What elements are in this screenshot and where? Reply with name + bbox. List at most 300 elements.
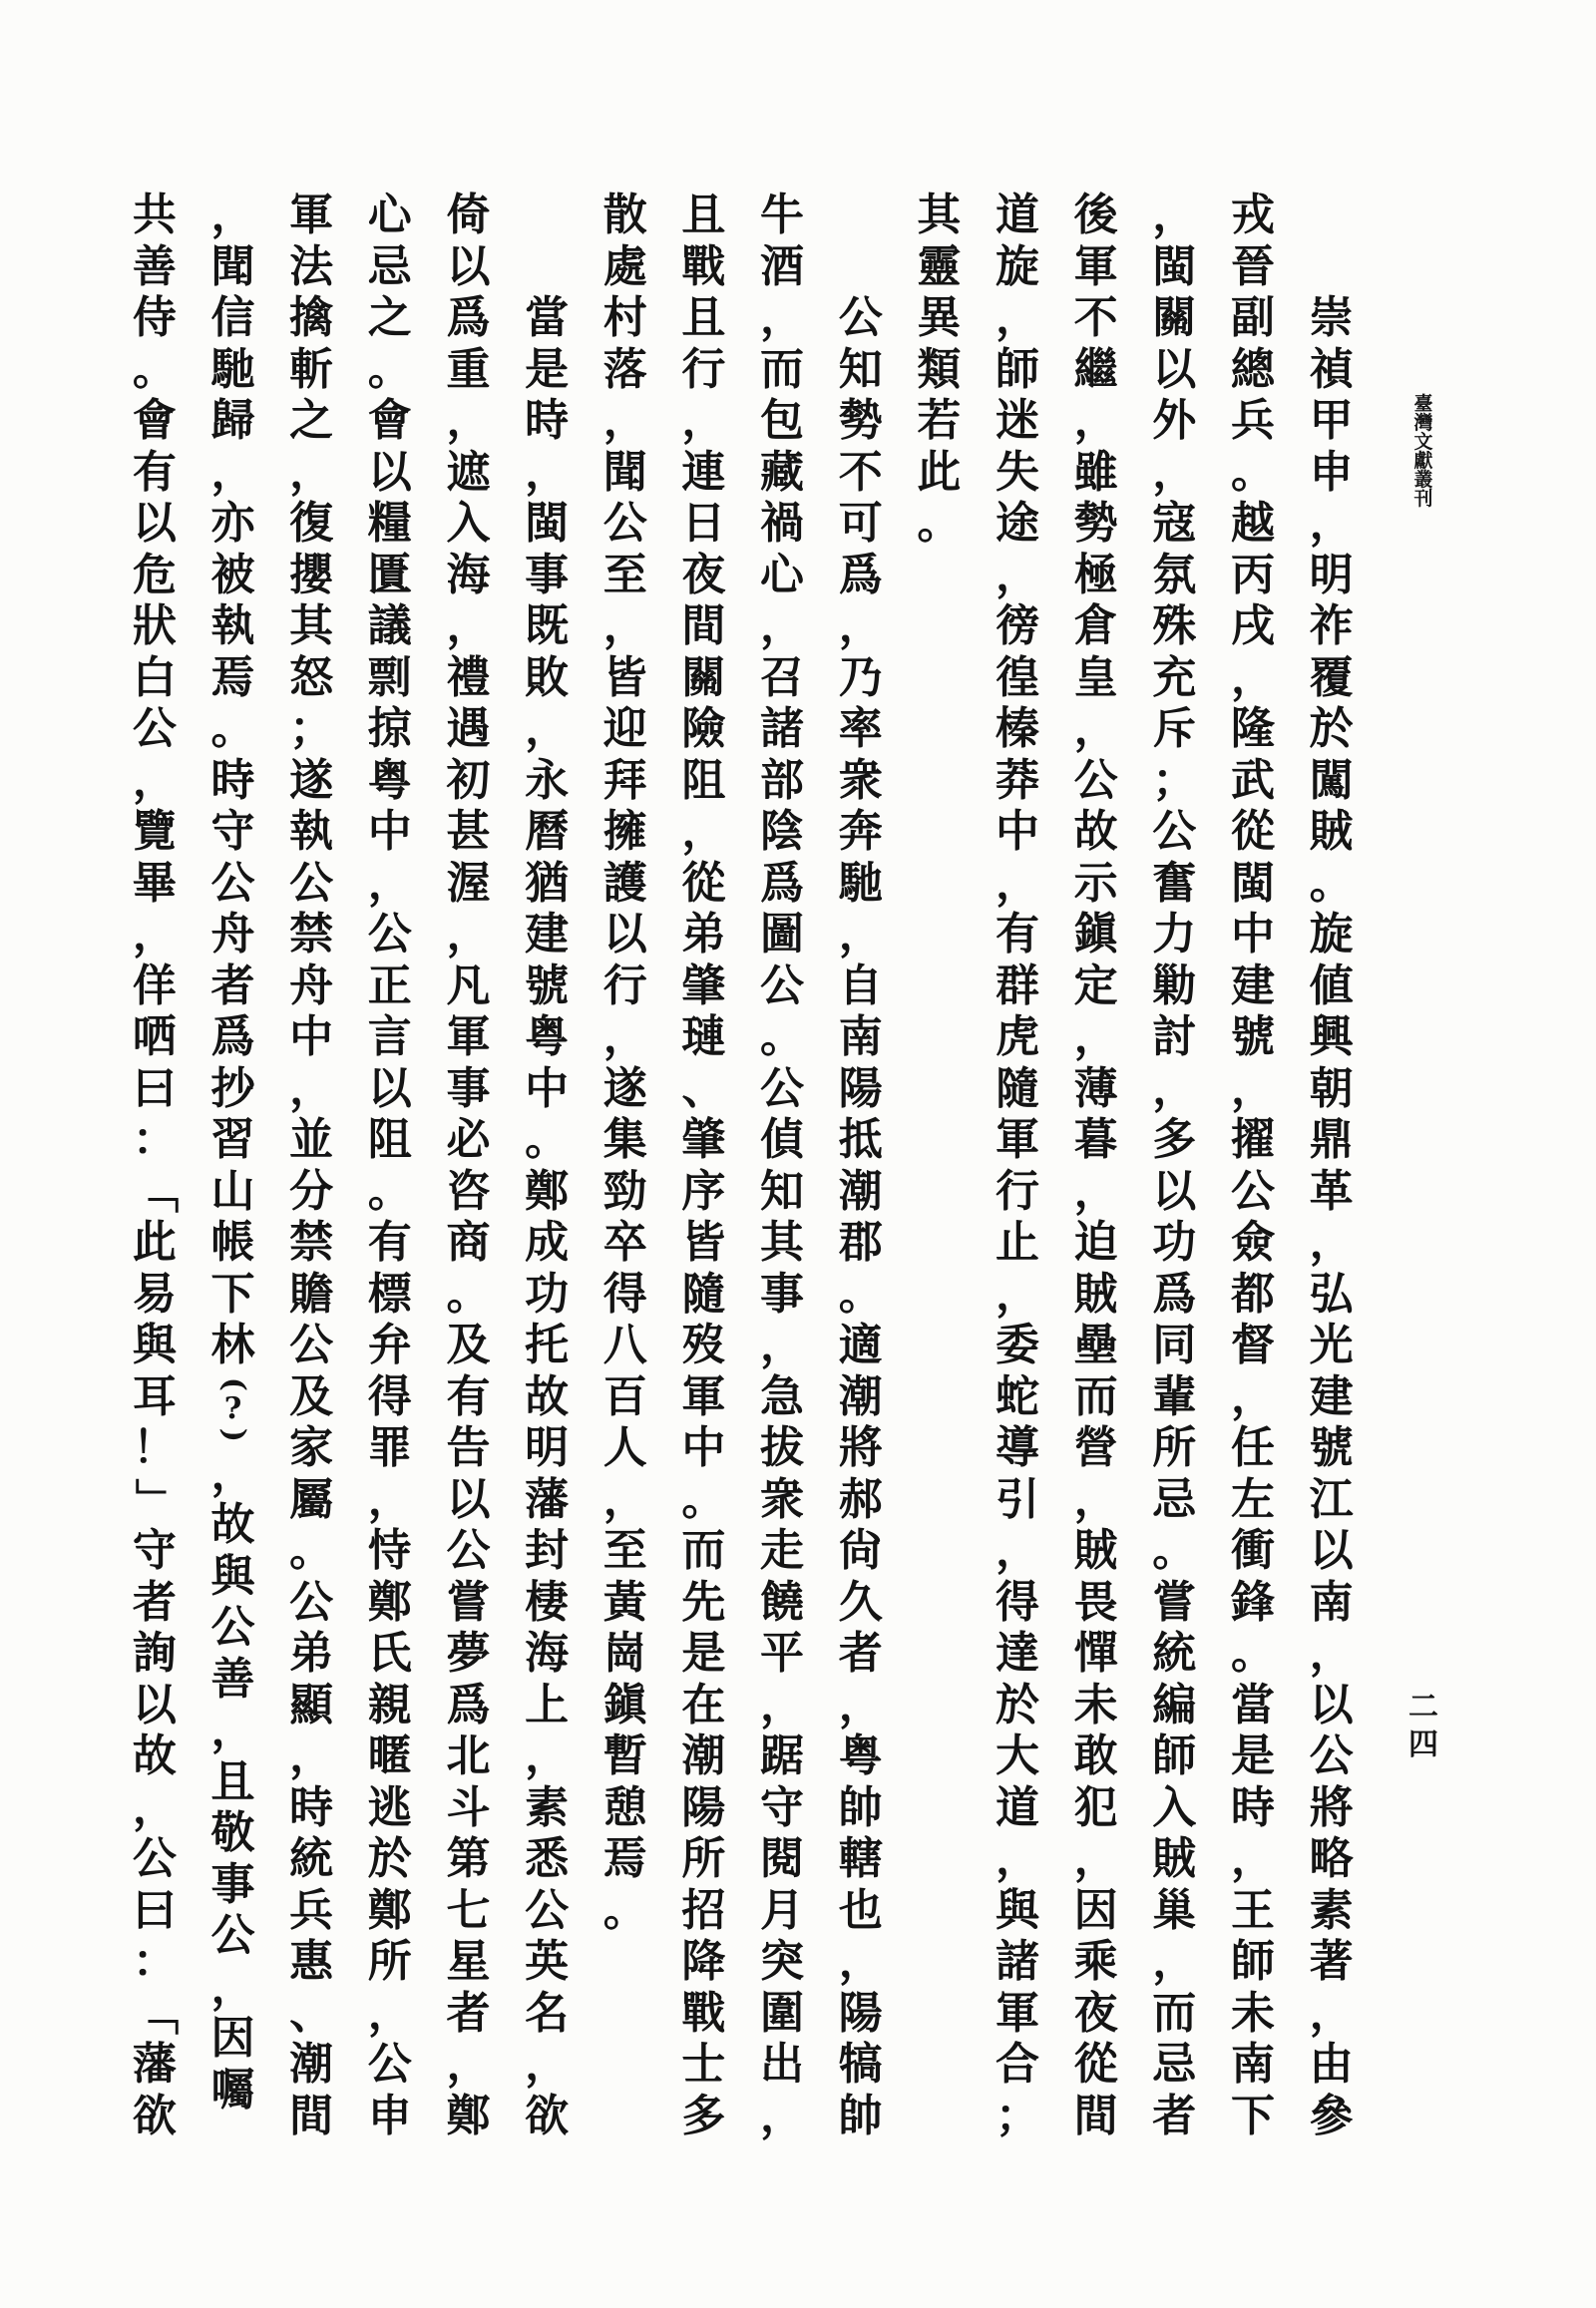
- glyph: 晉: [1230, 240, 1275, 292]
- glyph: 是: [681, 1628, 726, 1679]
- glyph: 部: [760, 754, 805, 806]
- glyph: ，: [602, 600, 647, 651]
- glyph: ，: [760, 2090, 805, 2141]
- glyph: 間: [289, 2090, 334, 2141]
- glyph: ：: [132, 1936, 177, 1987]
- glyph: 崗: [602, 1628, 647, 1679]
- glyph: 者: [838, 1628, 883, 1679]
- glyph: 曆: [525, 806, 570, 857]
- glyph: 爲: [446, 292, 491, 343]
- glyph: 者: [446, 1987, 491, 2039]
- glyph: 有: [996, 909, 1039, 960]
- glyph: 及: [446, 1320, 491, 1370]
- glyph: 屬: [289, 1473, 334, 1525]
- glyph: 旋: [1309, 909, 1354, 960]
- glyph: 閩: [1152, 240, 1197, 292]
- glyph: ，: [996, 1833, 1039, 1884]
- glyph: 號: [525, 960, 570, 1011]
- glyph: 佯: [132, 960, 177, 1011]
- glyph: 罪: [367, 1422, 412, 1473]
- glyph: 擒: [289, 292, 334, 343]
- glyph: 至: [602, 549, 647, 600]
- glyph: 公: [210, 1910, 255, 1962]
- glyph: ，: [1152, 1062, 1197, 1114]
- glyph: 由: [1309, 2039, 1354, 2090]
- glyph: ，: [1073, 1165, 1118, 1217]
- glyph: 以: [367, 1062, 412, 1114]
- glyph: 圍: [760, 1987, 805, 2039]
- glyph: 當: [1230, 1679, 1275, 1731]
- glyph: ，: [1309, 1987, 1354, 2039]
- glyph: ，: [132, 1781, 177, 1833]
- glyph: 獻: [1413, 450, 1433, 472]
- glyph: 事: [210, 1858, 255, 1910]
- glyph: 舟: [289, 960, 334, 1011]
- glyph: 故: [525, 1370, 570, 1422]
- glyph: 此: [132, 1217, 177, 1268]
- glyph: 南: [1309, 1576, 1354, 1628]
- glyph: 明: [525, 1422, 570, 1473]
- glyph: 可: [838, 498, 883, 549]
- glyph: ，: [602, 395, 647, 446]
- glyph: 戰: [681, 1987, 726, 2039]
- glyph: 僉: [1230, 1217, 1275, 1268]
- glyph: 棲: [525, 1576, 570, 1628]
- glyph: 急: [760, 1370, 805, 1422]
- glyph: 公: [760, 960, 805, 1011]
- glyph: ，: [838, 1679, 883, 1731]
- glyph: 皆: [681, 1217, 726, 1268]
- glyph: 鋒: [1230, 1576, 1275, 1628]
- glyph: 家: [289, 1422, 334, 1473]
- glyph: 故: [1073, 806, 1118, 857]
- glyph: 中: [1230, 909, 1275, 960]
- glyph: 馳: [210, 343, 255, 395]
- glyph: ，: [1309, 498, 1354, 549]
- text-column-15: [203, 190, 263, 2116]
- glyph: 若: [917, 395, 962, 446]
- glyph: 言: [367, 1011, 412, 1062]
- glyph: 。: [289, 1525, 334, 1576]
- glyph: 海: [525, 1628, 570, 1679]
- glyph: 公: [446, 1525, 491, 1576]
- glyph: 繼: [1073, 343, 1118, 395]
- glyph: 莽: [996, 754, 1039, 806]
- glyph: 上: [525, 1679, 570, 1731]
- glyph: ，: [996, 1268, 1039, 1320]
- glyph: 公: [132, 1833, 177, 1884]
- glyph: 榛: [996, 703, 1039, 754]
- glyph: 」: [129, 1477, 181, 1522]
- glyph: 師: [996, 343, 1039, 395]
- glyph: 夜: [681, 549, 726, 600]
- glyph: 歿: [681, 1320, 726, 1370]
- glyph: 標: [367, 1268, 412, 1320]
- glyph: 。: [917, 498, 962, 549]
- glyph: 且: [681, 190, 726, 240]
- glyph: 公: [1309, 1731, 1354, 1781]
- glyph: 賊: [1309, 806, 1354, 857]
- glyph: 心: [760, 549, 805, 600]
- glyph: 是: [525, 343, 570, 395]
- glyph: 圖: [760, 909, 805, 960]
- glyph: 散: [602, 190, 647, 240]
- glyph: 璉: [681, 1011, 726, 1062]
- glyph: ，: [838, 1936, 883, 1987]
- glyph: 軍: [1073, 240, 1118, 292]
- glyph: 率: [838, 703, 883, 754]
- glyph: 公: [210, 857, 255, 909]
- glyph: ，: [996, 292, 1039, 343]
- glyph: 犒: [838, 2039, 883, 2090]
- glyph: 靈: [917, 240, 962, 292]
- glyph: 兵: [1230, 395, 1275, 446]
- glyph: 郡: [838, 1217, 883, 1268]
- glyph: 山: [210, 1165, 255, 1217]
- glyph: 忌: [367, 240, 412, 292]
- glyph: 參: [1309, 2090, 1354, 2141]
- glyph: 勦: [1152, 960, 1197, 1011]
- glyph: 將: [838, 1422, 883, 1473]
- glyph: 多: [1152, 1114, 1197, 1165]
- glyph: 遂: [289, 754, 334, 806]
- glyph: 其: [917, 190, 962, 240]
- glyph: 止: [996, 1217, 1039, 1268]
- glyph: 。: [525, 1114, 570, 1165]
- glyph: 兵: [289, 1884, 334, 1936]
- glyph: ，: [1152, 1936, 1197, 1987]
- glyph: 旋: [996, 240, 1039, 292]
- glyph: ，: [367, 857, 412, 909]
- glyph: 以: [132, 1679, 177, 1731]
- glyph: 斬: [289, 343, 334, 395]
- glyph: ，: [602, 1473, 647, 1525]
- glyph: 護: [602, 857, 647, 909]
- glyph: 暮: [1073, 1114, 1118, 1165]
- glyph: 公: [367, 2039, 412, 2090]
- text-column-5: [988, 190, 1047, 2141]
- glyph: 惠: [289, 1936, 334, 1987]
- glyph: 有: [367, 1217, 412, 1268]
- glyph: ，: [289, 446, 334, 498]
- glyph: 迷: [996, 395, 1039, 446]
- glyph: 永: [525, 754, 570, 806]
- glyph: 從: [1230, 806, 1275, 857]
- glyph: 徨: [996, 651, 1039, 703]
- glyph: 間: [681, 600, 726, 651]
- glyph: 王: [1230, 1884, 1275, 1936]
- glyph: 著: [1309, 1936, 1354, 1987]
- glyph: 執: [210, 600, 255, 651]
- glyph: 虎: [996, 1011, 1039, 1062]
- glyph: 守: [760, 1781, 805, 1833]
- glyph: 衆: [838, 754, 883, 806]
- glyph: 知: [838, 343, 883, 395]
- glyph: ，: [760, 600, 805, 651]
- glyph: 議: [367, 600, 412, 651]
- glyph: 封: [525, 1525, 570, 1576]
- text-column-11: [517, 190, 577, 2141]
- glyph: 其: [289, 600, 334, 651]
- glyph: 甲: [1309, 395, 1354, 446]
- glyph: 弁: [367, 1320, 412, 1370]
- glyph: ，: [1309, 1628, 1354, 1679]
- glyph: 牛: [760, 190, 805, 240]
- glyph: 勢: [838, 395, 883, 446]
- glyph: 尙: [838, 1525, 883, 1576]
- glyph: ，: [132, 909, 177, 960]
- glyph: 與: [132, 1320, 177, 1370]
- glyph: 薄: [1073, 1062, 1118, 1114]
- glyph: 禁: [289, 909, 334, 960]
- glyph: 陽: [838, 1987, 883, 2039]
- glyph: 倉: [1073, 600, 1118, 651]
- glyph: 畢: [132, 857, 177, 909]
- glyph: 覽: [132, 806, 177, 857]
- glyph: 陽: [681, 1781, 726, 1833]
- glyph: 粤: [838, 1731, 883, 1781]
- glyph: 間: [1073, 2090, 1118, 2141]
- glyph: 任: [1230, 1422, 1275, 1473]
- glyph: 先: [681, 1576, 726, 1628]
- text-column-14: [281, 190, 341, 2141]
- glyph: 總: [1230, 343, 1275, 395]
- glyph: 狀: [132, 600, 177, 651]
- text-column-12: [438, 190, 498, 2141]
- glyph: 粤: [525, 1011, 570, 1062]
- glyph: 敬: [210, 1807, 255, 1859]
- glyph: 陽: [838, 1062, 883, 1114]
- glyph: 久: [838, 1576, 883, 1628]
- glyph: 者: [210, 960, 255, 1011]
- glyph: 得: [996, 1576, 1039, 1628]
- glyph: 阻: [681, 754, 726, 806]
- glyph: 集: [602, 1114, 647, 1165]
- glyph: 自: [838, 960, 883, 1011]
- glyph: 功: [1152, 1217, 1197, 1268]
- text-column-3: [1144, 190, 1204, 2141]
- glyph: 分: [289, 1165, 334, 1217]
- glyph: 行: [996, 1165, 1039, 1217]
- glyph: 戎: [1230, 190, 1275, 240]
- glyph: 憚: [1073, 1628, 1118, 1679]
- glyph: 爲: [210, 1011, 255, 1062]
- glyph: 欲: [525, 2090, 570, 2141]
- glyph: 。: [1230, 1628, 1275, 1679]
- glyph: 是: [1230, 1731, 1275, 1781]
- glyph: 賊: [1073, 1525, 1118, 1576]
- glyph: 二: [1408, 1690, 1438, 1725]
- glyph: 以: [1152, 343, 1197, 395]
- glyph: 達: [996, 1628, 1039, 1679]
- glyph: 行: [681, 343, 726, 395]
- glyph: 拔: [760, 1422, 805, 1473]
- glyph: 帥: [838, 2090, 883, 2141]
- glyph: ，: [132, 754, 177, 806]
- glyph: 迫: [1073, 1217, 1118, 1268]
- glyph: 事: [446, 1062, 491, 1114]
- glyph: 副: [1230, 292, 1275, 343]
- glyph: 蛇: [996, 1370, 1039, 1422]
- page-number: [1403, 1689, 1443, 1764]
- glyph: 平: [760, 1628, 805, 1679]
- glyph: 遇: [446, 703, 491, 754]
- glyph: 欲: [132, 2090, 177, 2141]
- glyph: 公: [760, 1062, 805, 1114]
- glyph: 鄭: [367, 1884, 412, 1936]
- glyph: 號: [1230, 1011, 1275, 1062]
- glyph: 守: [132, 1525, 177, 1576]
- glyph: 中: [996, 806, 1039, 857]
- glyph: 犯: [1073, 1781, 1118, 1833]
- glyph: 恃: [367, 1525, 412, 1576]
- glyph: 包: [760, 395, 805, 446]
- glyph: 囑: [210, 2064, 255, 2116]
- glyph: 易: [132, 1268, 177, 1320]
- glyph: 而: [760, 343, 805, 395]
- glyph: 多: [681, 2090, 726, 2141]
- glyph: 以: [132, 498, 177, 549]
- glyph: 七: [446, 1884, 491, 1936]
- glyph: 崇: [1309, 292, 1354, 343]
- glyph: ，: [525, 446, 570, 498]
- glyph: 因: [1073, 1884, 1118, 1936]
- glyph: 鄭: [367, 1576, 412, 1628]
- glyph: 素: [1309, 1884, 1354, 1936]
- glyph: 也: [838, 1884, 883, 1936]
- glyph: 功: [525, 1268, 570, 1320]
- glyph: 帳: [210, 1217, 255, 1268]
- glyph: 成: [525, 1217, 570, 1268]
- glyph: 酒: [760, 240, 805, 292]
- glyph: 悉: [525, 1833, 570, 1884]
- glyph: 輩: [1152, 1370, 1197, 1422]
- glyph: 。: [210, 703, 255, 754]
- glyph: 村: [602, 292, 647, 343]
- glyph: ；: [289, 703, 334, 754]
- glyph: 建: [525, 909, 570, 960]
- glyph: 中: [681, 1422, 726, 1473]
- glyph: 守: [210, 806, 255, 857]
- glyph: 徬: [996, 600, 1039, 651]
- glyph: 鎭: [1073, 909, 1118, 960]
- text-column-10: [596, 190, 655, 1936]
- glyph: 時: [289, 1781, 334, 1833]
- glyph: ，: [760, 1679, 805, 1731]
- glyph: 星: [446, 1936, 491, 1987]
- glyph: 畏: [1073, 1576, 1118, 1628]
- glyph: 弟: [681, 909, 726, 960]
- glyph: 關: [1152, 292, 1197, 343]
- glyph: 以: [446, 240, 491, 292]
- glyph: 四: [1408, 1728, 1438, 1762]
- glyph: 革: [1309, 1165, 1354, 1217]
- glyph: 建: [1309, 1370, 1354, 1422]
- glyph: 同: [1152, 1320, 1197, 1370]
- glyph: 以: [446, 1473, 491, 1525]
- glyph: 英: [525, 1936, 570, 1987]
- glyph: ，: [1073, 703, 1118, 754]
- glyph: 心: [367, 190, 412, 240]
- glyph: 以: [602, 909, 647, 960]
- glyph: 會: [132, 395, 177, 446]
- glyph: 南: [838, 1011, 883, 1062]
- glyph: 申: [1309, 446, 1354, 498]
- glyph: 而: [681, 1525, 726, 1576]
- glyph: 以: [1309, 1679, 1354, 1731]
- glyph: 奮: [1152, 857, 1197, 909]
- glyph: ，: [996, 549, 1039, 600]
- glyph: 營: [1073, 1422, 1118, 1473]
- glyph: 告: [446, 1422, 491, 1473]
- glyph: 事: [760, 1268, 805, 1320]
- glyph: 禁: [289, 1217, 334, 1268]
- glyph: 雖: [1073, 446, 1118, 498]
- glyph: 弘: [1309, 1268, 1354, 1320]
- glyph: ，: [760, 292, 805, 343]
- glyph: ，: [602, 1011, 647, 1062]
- glyph: ；: [1152, 754, 1197, 806]
- glyph: 都: [1230, 1268, 1275, 1320]
- glyph: 憩: [602, 1781, 647, 1833]
- glyph: 申: [367, 2090, 412, 2141]
- glyph: 曰: [132, 1062, 177, 1114]
- glyph: 在: [681, 1679, 726, 1731]
- glyph: ，: [1230, 651, 1275, 703]
- glyph: 公: [1073, 754, 1118, 806]
- glyph: 光: [1309, 1320, 1354, 1370]
- glyph: ，: [367, 1987, 412, 2039]
- glyph: 之: [289, 395, 334, 446]
- glyph: 乃: [838, 651, 883, 703]
- text-column-16: [125, 190, 185, 2141]
- glyph: 朝: [1309, 1062, 1354, 1114]
- glyph: 賊: [1152, 1833, 1197, 1884]
- glyph: 逃: [367, 1781, 412, 1833]
- glyph: 皆: [602, 651, 647, 703]
- glyph: 而: [1152, 1987, 1197, 2039]
- glyph: 被: [210, 549, 255, 600]
- glyph: 剽: [367, 651, 412, 703]
- glyph: 公: [289, 1576, 334, 1628]
- glyph: 於: [1309, 703, 1354, 754]
- glyph: 匱: [367, 549, 412, 600]
- glyph: 充: [1152, 651, 1197, 703]
- glyph: 肇: [681, 1114, 726, 1165]
- glyph: ，: [525, 703, 570, 754]
- glyph: 爲: [760, 857, 805, 909]
- glyph: ，: [446, 2039, 491, 2090]
- glyph: 擢: [1230, 1114, 1275, 1165]
- glyph: 倚: [446, 190, 491, 240]
- glyph: 異: [917, 292, 962, 343]
- glyph: 公: [838, 292, 883, 343]
- glyph: 得: [367, 1370, 412, 1422]
- glyph: 忌: [1152, 1473, 1197, 1525]
- glyph: ，: [996, 857, 1039, 909]
- glyph: ，: [996, 1525, 1039, 1576]
- glyph: 咨: [446, 1165, 491, 1217]
- glyph: 文: [1413, 431, 1433, 453]
- glyph: 必: [446, 1114, 491, 1165]
- glyph: 入: [446, 498, 491, 549]
- glyph: 焉: [602, 1833, 647, 1884]
- glyph: 並: [289, 1114, 334, 1165]
- glyph: 「: [129, 1991, 181, 2036]
- glyph: 曰: [132, 1884, 177, 1936]
- glyph: 諸: [760, 703, 805, 754]
- glyph: 鄭: [525, 1165, 570, 1217]
